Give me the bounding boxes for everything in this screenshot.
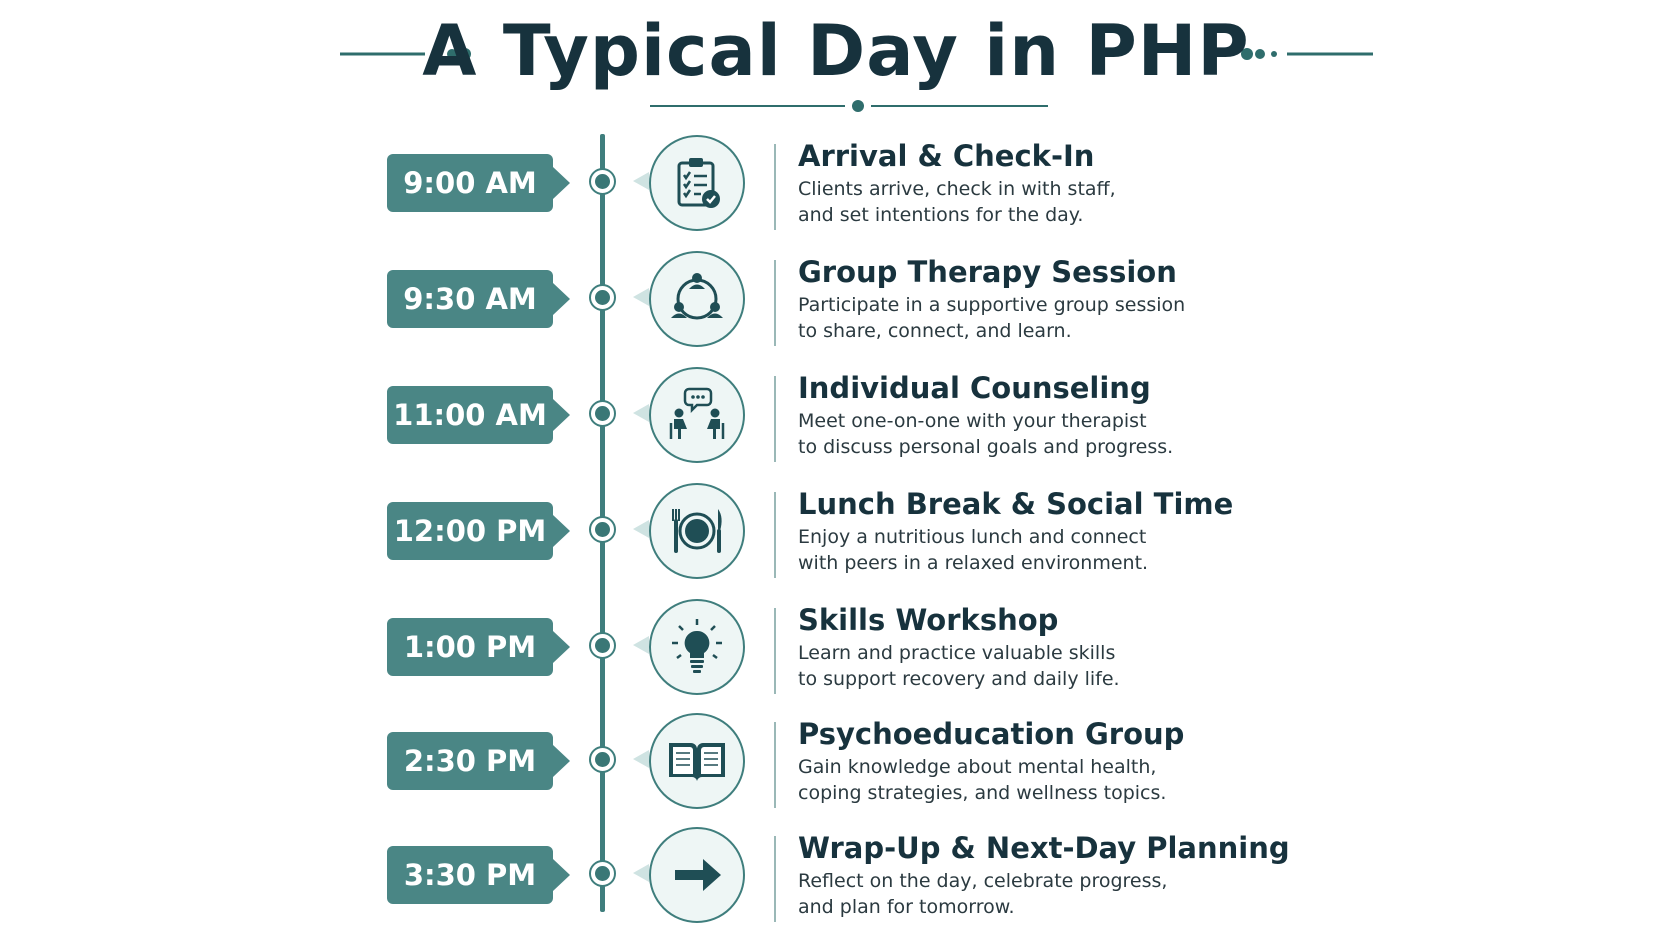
- schedule-item-counseling: [0, 372, 1672, 482]
- item-description-line: Reflect on the day, celebrate progress,: [798, 870, 1168, 892]
- time-badge: 9:00 AM: [387, 154, 553, 212]
- pointer-arrow: [633, 636, 649, 654]
- item-text: [798, 600, 1398, 692]
- divider: [774, 144, 776, 230]
- timeline-node: [589, 746, 616, 773]
- plate-utensils-icon: [649, 483, 745, 579]
- divider: [774, 608, 776, 694]
- time-badge: 12:00 PM: [387, 502, 553, 560]
- item-description-line: Clients arrive, check in with staff,: [798, 178, 1116, 200]
- schedule-item-group-therapy: [0, 256, 1672, 366]
- item-text: [798, 828, 1398, 920]
- divider: [774, 722, 776, 808]
- arrow-right-icon: [649, 827, 745, 923]
- item-description-line: Learn and practice valuable skills: [798, 642, 1116, 664]
- divider: [774, 260, 776, 346]
- pointer-arrow: [633, 288, 649, 306]
- pointer-arrow: [633, 172, 649, 190]
- item-text: [798, 252, 1398, 344]
- item-heading: Arrival & Check-In: [798, 139, 1095, 173]
- header: [0, 0, 1672, 120]
- page-title: A Typical Day in PHP: [422, 10, 1250, 92]
- divider: [774, 376, 776, 462]
- group-circle-icon: [649, 251, 745, 347]
- timeline-node: [589, 632, 616, 659]
- item-description-line: and set intentions for the day.: [798, 204, 1084, 226]
- schedule-item-wrap-up: [0, 832, 1672, 942]
- divider: [774, 836, 776, 922]
- time-badge: 2:30 PM: [387, 732, 553, 790]
- open-book-icon: [649, 713, 745, 809]
- item-description-line: Meet one-on-one with your therapist: [798, 410, 1147, 432]
- pointer-arrow: [633, 750, 649, 768]
- schedule-item-arrival: [0, 140, 1672, 250]
- item-description-line: and plan for tomorrow.: [798, 896, 1015, 918]
- timeline-node: [589, 516, 616, 543]
- item-text: [798, 136, 1398, 228]
- schedule-item-skills: [0, 604, 1672, 714]
- item-text: [798, 484, 1398, 576]
- timeline-node: [589, 284, 616, 311]
- item-description-line: to discuss personal goals and progress.: [798, 436, 1174, 458]
- item-description-line: Gain knowledge about mental health,: [798, 756, 1157, 778]
- clipboard-check-icon: [649, 135, 745, 231]
- lightbulb-icon: [649, 599, 745, 695]
- item-description-line: to share, connect, and learn.: [798, 320, 1072, 342]
- divider: [774, 492, 776, 578]
- item-heading: Wrap-Up & Next-Day Planning: [798, 831, 1290, 865]
- item-description-line: Participate in a supportive group session: [798, 294, 1186, 316]
- time-badge: 11:00 AM: [387, 386, 553, 444]
- item-description-line: with peers in a relaxed environment.: [798, 552, 1149, 574]
- item-text: [798, 368, 1398, 460]
- item-text: [798, 714, 1398, 806]
- pointer-arrow: [633, 864, 649, 882]
- item-description-line: to support recovery and daily life.: [798, 668, 1120, 690]
- schedule-item-lunch: [0, 488, 1672, 598]
- pointer-arrow: [633, 520, 649, 538]
- item-heading: Psychoeducation Group: [798, 717, 1185, 751]
- time-badge: 1:00 PM: [387, 618, 553, 676]
- time-badge: 3:30 PM: [387, 846, 553, 904]
- item-heading: Group Therapy Session: [798, 255, 1177, 289]
- schedule-item-psychoeducation: [0, 718, 1672, 828]
- item-heading: Individual Counseling: [798, 371, 1151, 405]
- item-heading: Lunch Break & Social Time: [798, 487, 1234, 521]
- timeline-node: [589, 860, 616, 887]
- time-badge: 9:30 AM: [387, 270, 553, 328]
- timeline-node: [589, 400, 616, 427]
- pointer-arrow: [633, 404, 649, 422]
- timeline-node: [589, 168, 616, 195]
- item-heading: Skills Workshop: [798, 603, 1059, 637]
- item-description-line: Enjoy a nutritious lunch and connect: [798, 526, 1147, 548]
- counseling-conversation-icon: [649, 367, 745, 463]
- item-description-line: coping strategies, and wellness topics.: [798, 782, 1167, 804]
